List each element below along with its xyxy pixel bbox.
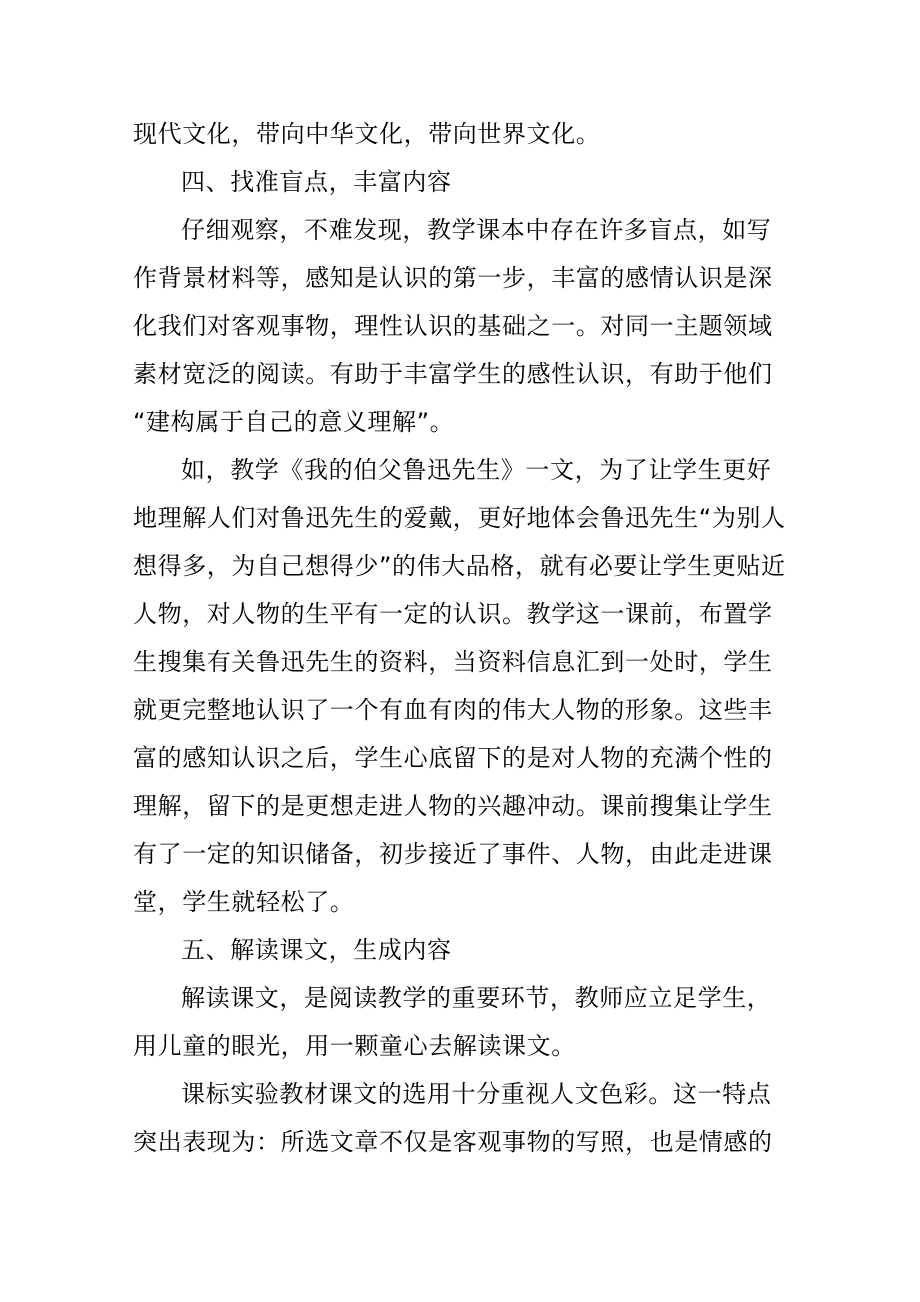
text-line: 如，教学《我的伯父鲁迅先生》一文，为了让学生更好: [181, 456, 772, 484]
text-line: 人物，对人物的生平有一定的认识。教学这一课前，布置学: [133, 600, 773, 628]
text-line: 就更完整地认识了一个有血有肉的伟大人物的形象。这些丰: [133, 696, 773, 724]
text-line: 想得多，为自己想得少”的伟大品格，就有必要让学生更贴近: [133, 552, 786, 580]
text-line: 生搜集有关鲁迅先生的资料，当资料信息汇到一处时，学生: [133, 648, 773, 676]
text-line: 理解，留下的是更想走进人物的兴趣冲动。课前搜集让学生: [133, 792, 773, 820]
text-line: 突出表现为：所选文章不仅是客观事物的写照，也是情感的: [133, 1128, 773, 1156]
text-line: 仔细观察，不难发现，教学课本中存在许多盲点，如写: [181, 216, 772, 244]
text-line: 作背景材料等，感知是认识的第一步，丰富的感情认识是深: [133, 264, 773, 292]
text-line: 解读课文，是阅读教学的重要环节，教师应立足学生，: [181, 984, 772, 1012]
text-line: 堂，学生就轻松了。: [133, 888, 355, 916]
section-heading: 四、找准盲点，丰富内容: [181, 168, 452, 196]
text-line: 有了一定的知识储备，初步接近了事件、人物，由此走进课: [133, 840, 773, 868]
text-line: 现代文化，带向中华文化，带向世界文化。: [133, 120, 601, 148]
text-line: “建构属于自己的意义理解”。: [133, 408, 455, 436]
text-line: 课标实验教材课文的选用十分重视人文色彩。这一特点: [181, 1080, 772, 1108]
text-line: 化我们对客观事物，理性认识的基础之一。对同一主题领域: [133, 312, 773, 340]
section-heading: 五、解读课文，生成内容: [181, 936, 452, 964]
text-line: 地理解人们对鲁迅先生的爱戴，更好地体会鲁迅先生“为别人: [133, 504, 786, 532]
text-line: 素材宽泛的阅读。有助于丰富学生的感性认识，有助于他们: [133, 360, 773, 388]
text-line: 用儿童的眼光，用一颗童心去解读课文。: [133, 1032, 576, 1060]
text-line: 富的感知认识之后，学生心底留下的是对人物的充满个性的: [133, 744, 773, 772]
